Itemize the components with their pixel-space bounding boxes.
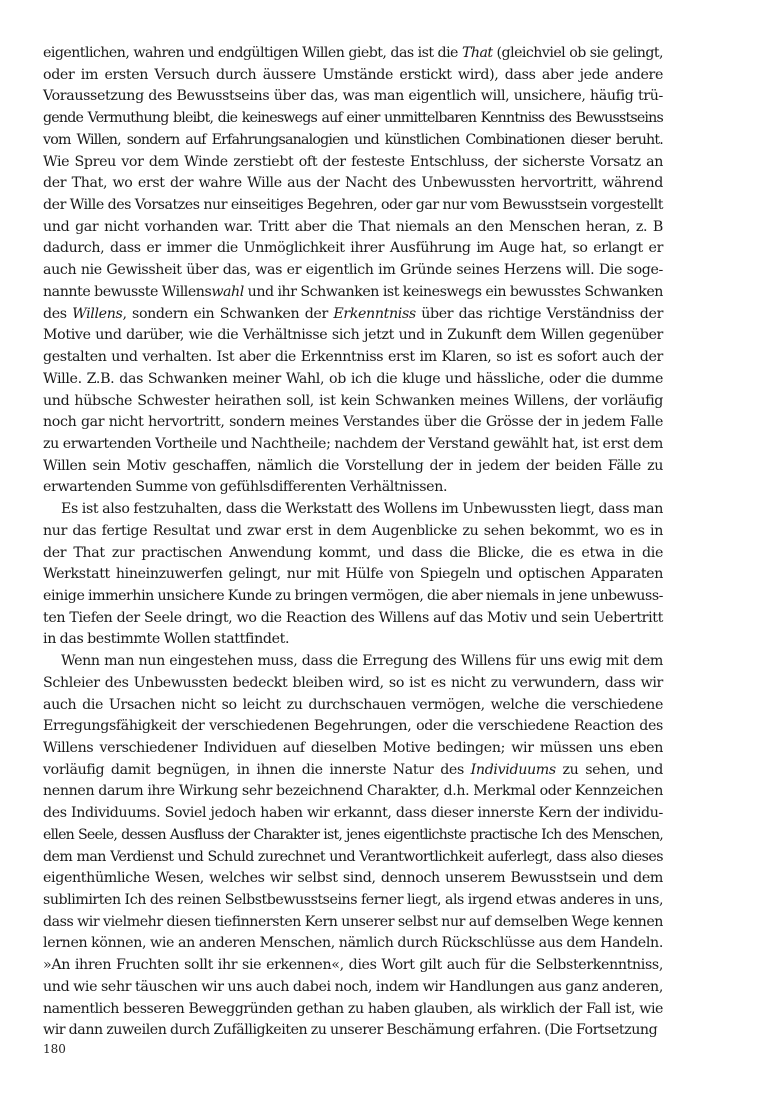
text-segment: der Wille des Vorsatzes nur einseitiges Begehren, oder gar nur vom Bewusstsein vorgestellt: [43, 197, 663, 214]
text-segment: Wenn man nun eingestehen muss, dass die Erregung des Willens für uns ewig mit dem: [61, 653, 663, 670]
text-segment: nannte bewusste Willens: [43, 283, 212, 300]
text-segment: dass wir vielmehr diesen tiefinnersten Kern unserer selbst nur auf demselben Wege kennen: [43, 913, 663, 930]
text-line: [43, 499, 663, 521]
text-line: [43, 977, 663, 999]
text-line: [43, 629, 663, 651]
text-line: [43, 781, 663, 803]
text-line: [43, 477, 663, 499]
text-segment: wir dann zuweilen durch Zufälligkeiten zu unserer Beschämung erfahren. (Die Fortsetzung: [43, 1022, 658, 1039]
text-segment: Voraussetzung des Bewusstseins über das, was man eigentlich will, unsichere, häufig trü-: [43, 88, 663, 105]
text-line: [43, 304, 663, 326]
text-segment: in das bestimmte Wollen stattfindet.: [43, 631, 290, 648]
text-segment: einige immerhin unsichere Kunde zu bringen vermögen, die aber niemals in jene unbewuss-: [43, 587, 663, 604]
text-line: [43, 868, 663, 890]
text-segment: vorläufig damit begnügen, in ihnen die innerste Natur des: [43, 761, 471, 778]
text-segment: gestalten und verhalten. Ist aber die Erkenntniss erst im Klaren, so ist es sofort auch der: [43, 349, 663, 366]
text-line: [43, 86, 663, 108]
text-segment: auch die Ursachen nicht so leicht zu durchschauen vermögen, welche die verschiedene: [43, 696, 663, 713]
text-segment: nennen darum ihre Wirkung sehr bezeichnend Charakter, d.h. Merkmal oder Kennzeichen: [43, 783, 663, 800]
text-line: [43, 564, 663, 586]
text-segment: zu sehen, und: [555, 761, 663, 778]
emphasized-text: wahl: [211, 283, 244, 300]
text-segment: über das richtige Verständniss der: [415, 305, 663, 322]
text-line: [43, 152, 663, 174]
text-line: [43, 651, 663, 673]
text-line: [43, 912, 663, 934]
text-segment: Erregungsfähigkeit der verschiedenen Begehrungen, oder die verschiedene Reaction des: [43, 718, 663, 735]
text-segment: ellen Seele, dessen Ausfluss der Charakter ist, jenes eigentlichste practische Ich des Menschen,: [43, 826, 663, 843]
page-number: 180: [43, 1042, 66, 1056]
text-line: [43, 543, 663, 565]
text-segment: ten Tiefen der Seele dringt, wo die Reaction des Willens auf das Motiv und sein Uebertritt: [43, 609, 663, 626]
text-line: [43, 521, 663, 543]
text-segment: Werkstatt hineinzuwerfen gelingt, nur mit Hülfe von Spiegeln und optischen Apparaten: [43, 566, 663, 583]
text-line: [43, 65, 663, 87]
text-line: [43, 955, 663, 977]
text-line: [43, 456, 663, 478]
text-segment: der That zur practischen Anwendung kommt, und dass die Blicke, die es etwa in die: [43, 544, 663, 561]
text-line: [43, 369, 663, 391]
text-segment: Wie Spreu vor dem Winde zerstiebt oft der festeste Entschluss, der sicherste Vorsatz an: [43, 153, 663, 170]
text-line: [43, 282, 663, 304]
text-line: [43, 195, 663, 217]
text-line: [43, 716, 663, 738]
text-line: [43, 260, 663, 282]
text-segment: noch gar nicht hervortritt, sondern meines Verstandes über die Grösse der in jedem Falle: [43, 414, 663, 431]
text-line: [43, 108, 663, 130]
text-line: [43, 238, 663, 260]
emphasized-text: Willens: [72, 305, 123, 322]
text-line: [43, 217, 663, 239]
text-line: [43, 933, 663, 955]
text-line: [43, 347, 663, 369]
text-segment: Schleier des Unbewussten bedeckt bleiben wird, so ist es nicht zu verwundern, dass wir: [43, 674, 663, 691]
text-segment: lernen können, wie an anderen Menschen, nämlich durch Rückschlüsse aus dem Handeln.: [43, 935, 663, 952]
text-line: [43, 434, 663, 456]
text-line: [43, 673, 663, 695]
text-line: [43, 586, 663, 608]
text-segment: eigentlichen, wahren und endgültigen Willen giebt, das ist die: [43, 45, 462, 61]
text-line: [43, 173, 663, 195]
text-segment: und gar nicht vorhanden war. Tritt aber die That niemals an den Menschen heran, z. B: [43, 218, 663, 235]
text-line: [43, 803, 663, 825]
text-segment: , sondern ein Schwanken der: [122, 305, 334, 322]
text-line: [43, 412, 663, 434]
text-line: [43, 608, 663, 630]
text-segment: Willens verschiedener Individuen auf dieselben Motive bedingen; wir müssen uns eben: [43, 740, 663, 756]
text-line: [43, 695, 663, 717]
text-segment: sublimirten Ich des reinen Selbstbewusstseins ferner liegt, als irgend etwas anderes in uns,: [43, 892, 663, 909]
text-segment: der That, wo erst der wahre Wille aus der Nacht des Unbewussten hervortritt, während: [43, 175, 663, 192]
text-segment: namentlich besseren Beweggründen gethan zu haben glauben, als wirklich der Fall ist, wie: [43, 1000, 663, 1017]
text-segment: Wille. Z.B. das Schwanken meiner Wahl, ob ich die kluge und hässliche, oder die dumme: [43, 370, 663, 387]
text-segment: des Individuums. Soviel jedoch haben wir erkannt, dass dieser innerste Kern der individu-: [43, 805, 663, 822]
text-line: [43, 325, 663, 347]
text-line: [43, 738, 663, 760]
text-line: [43, 890, 663, 912]
text-line: [43, 130, 663, 152]
text-line: [43, 43, 663, 65]
text-line: [43, 847, 663, 869]
text-line: [43, 999, 663, 1021]
text-segment: »An ihren Fruchten sollt ihr sie erkennen«, dies Wort gilt auch für die Selbsterkenntniss,: [43, 957, 663, 974]
text-segment: eigenthümliche Wesen, welches wir selbst sind, dennoch unserem Bewusstsein und dem: [43, 870, 663, 887]
text-segment: und ihr Schwanken ist keineswegs ein bewusstes Schwanken: [243, 283, 663, 300]
text-segment: dadurch, dass er immer die Unmöglichkeit ihrer Ausführung im Auge hat, so erlangt er: [43, 240, 663, 257]
text-line: [43, 825, 663, 847]
text-line: [43, 760, 663, 782]
emphasized-text: Erkenntniss: [333, 305, 416, 322]
text-segment: nur das fertige Resultat und zwar erst in dem Augenblicke zu sehen bekommt, wo es in: [43, 522, 663, 539]
text-segment: und wie sehr täuschen wir uns auch dabei noch, indem wir Handlungen aus ganz anderen,: [43, 978, 663, 995]
text-segment: Willen sein Motiv geschaffen, nämlich die Vorstellung der in jedem der beiden Fälle zu: [43, 457, 663, 474]
text-segment: Motive und darüber, wie die Verhältnisse sich jetzt und in Zukunft dem Willen gegenüber: [43, 327, 663, 344]
emphasized-text: That: [461, 45, 493, 61]
text-segment: oder im ersten Versuch durch äussere Umstände erstickt wird), dass aber jede andere: [43, 66, 663, 83]
emphasized-text: Individuums: [470, 761, 556, 778]
body-text: [43, 43, 663, 1042]
text-segment: auch nie Gewissheit über das, was er eigentlich im Gründe seines Herzens will. Die soge-: [43, 262, 663, 279]
text-line: [43, 1020, 663, 1042]
text-line: [43, 391, 663, 413]
text-segment: dem man Verdienst und Schuld zurechnet und Verantwortlichkeit auferlegt, dass also dieses: [43, 848, 663, 865]
text-segment: (gleichviel ob sie gelingt,: [492, 45, 663, 61]
text-segment: vom Willen, sondern auf Erfahrungsanalogien und künstlichen Combinationen dieser beruht.: [43, 131, 663, 148]
text-segment: Es ist also festzuhalten, dass die Werkstatt des Wollens im Unbewussten liegt, dass man: [61, 501, 663, 518]
text-segment: gende Vermuthung bleibt, die keineswegs auf einer unmittelbaren Kenntniss des Bewusstseins: [43, 110, 663, 127]
text-segment: und hübsche Schwester heirathen soll, ist kein Schwanken meines Willens, der vorläufig: [43, 392, 663, 409]
text-segment: zu erwartenden Vortheile und Nachtheile; nachdem der Verstand gewählt hat, ist erst dem: [43, 435, 663, 452]
text-segment: des: [43, 305, 73, 322]
text-segment: erwartenden Summe von gefühlsdifferenten Verhältnissen.: [43, 479, 448, 496]
